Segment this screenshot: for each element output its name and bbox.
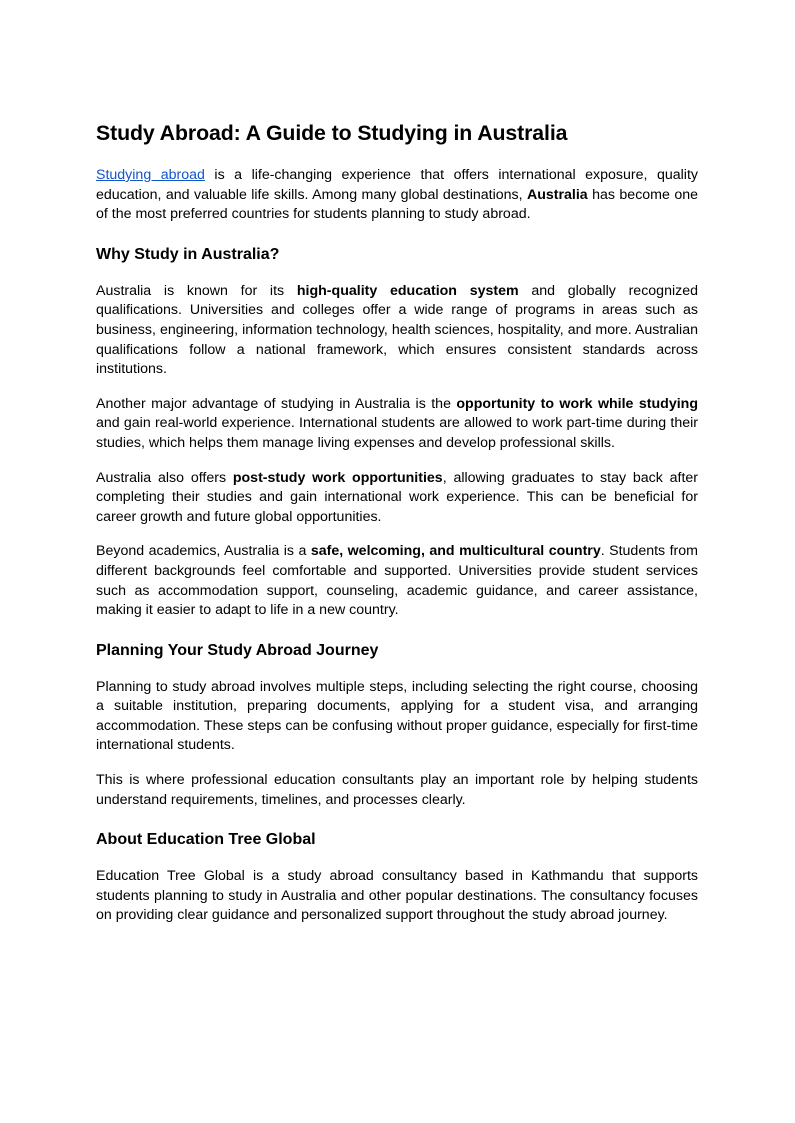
- intro-text-1: is a life-changing experience that offers international exposure, quality education, and valuable life skills. Among many global destinations,: [96, 167, 698, 203]
- planning-paragraph-2: This is where professional education consultants play an important role by helping students understand requirements, timelines, and processes clearly.: [96, 772, 698, 808]
- heading-about: About Education Tree Global: [96, 831, 316, 849]
- intro-bold-australia: Australia: [526, 186, 588, 203]
- intro-text-2: has become one of the most preferred countries for students planning to study abroad.: [96, 186, 698, 223]
- why-p4-text-1: Beyond academics, Australia is a: [96, 543, 311, 560]
- why-p1-text-2: and globally recognized qualifications. Universities and colleges offer a wide range of programs in areas such as business, engineering, information technology, health sciences, hospitality, and more. Australian qualifications follow a national framework, which ensures consistent standards across institutions.: [96, 282, 698, 378]
- why-p3-bold: post-study work opportunities: [232, 469, 443, 486]
- heading-planning: Planning Your Study Abroad Journey: [96, 641, 379, 659]
- about-paragraph-1: Education Tree Global is a study abroad consultancy based in Kathmandu that supports students planning to study in Australia and other popular destinations. The consultancy focuses on providing clear guidance and personalized support throughout the study abroad journey.: [96, 868, 698, 924]
- why-p3-text-2: , allowing graduates to stay back after completing their studies and gain international work experience. This can be beneficial for career growth and future global opportunities.: [96, 469, 699, 525]
- why-p1-bold: high-quality education system: [296, 282, 519, 299]
- why-paragraph-1: [96, 282, 698, 380]
- why-p1-text-1: Australia is known for its: [96, 282, 297, 299]
- why-paragraph-3: [96, 469, 698, 528]
- intro-paragraph: [96, 166, 698, 225]
- why-p4-text-2: . Students from different backgrounds feel comfortable and supported. Universities provide student services such as accommodation support, counseling, academic guidance, and career assistance, making it easier to adapt to life in a new country.: [96, 543, 698, 619]
- why-p4-bold: safe, welcoming, and multicultural country: [310, 543, 601, 560]
- page-title: Study Abroad: A Guide to Studying in Australia: [96, 121, 568, 145]
- why-p3-text-1: Australia also offers: [96, 469, 233, 486]
- why-p2-bold: opportunity to work while studying: [456, 395, 698, 412]
- why-paragraph-4: [96, 542, 698, 620]
- document-page: [96, 118, 698, 941]
- why-p2-text-1: Another major advantage of studying in Australia is the: [96, 395, 457, 412]
- planning-paragraph-1: Planning to study abroad involves multiple steps, including selecting the right course, choosing a suitable institution, preparing documents, applying for a student visa, and arranging accommodation. These steps can be confusing without proper guidance, especially for first-time international students.: [96, 678, 698, 754]
- heading-why-study: Why Study in Australia?: [96, 245, 280, 263]
- why-p2-text-2: and gain real-world experience. International students are allowed to work part-time during their studies, which helps them manage living expenses and develop professional skills.: [96, 415, 698, 451]
- why-paragraph-2: [96, 395, 698, 454]
- studying-abroad-link[interactable]: Studying abroad: [96, 167, 205, 183]
